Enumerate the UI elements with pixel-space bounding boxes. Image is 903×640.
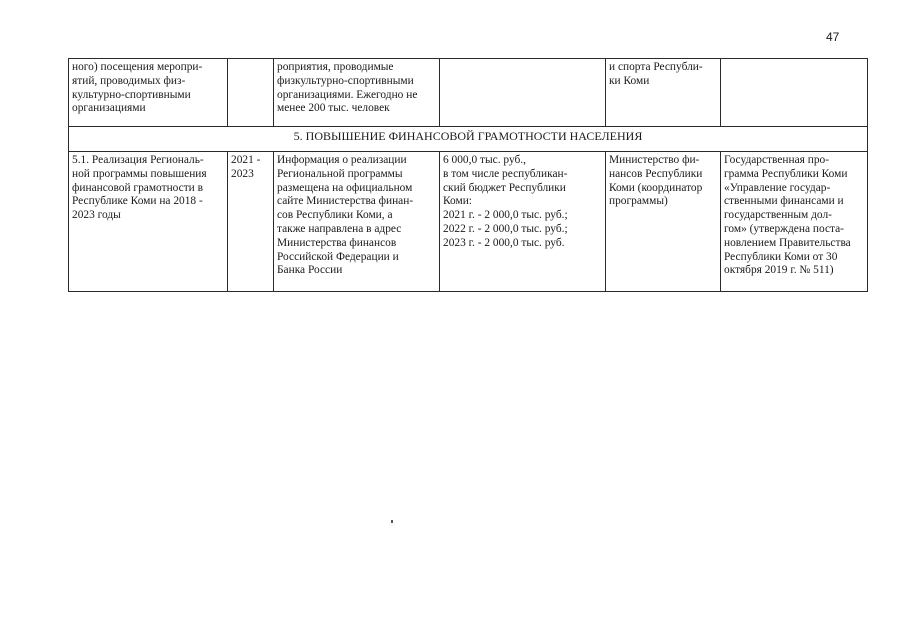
cell-measure-name: 5.1. Реализация Региональ- ной программы повышения финансовой грамотности в Республике Коми на 2018 - 2023 годы xyxy=(69,152,228,292)
section-heading: 5. ПОВЫШЕНИЕ ФИНАНСОВОЙ ГРАМОТНОСТИ НАСЕЛЕНИЯ xyxy=(69,127,868,152)
cell-term xyxy=(228,59,274,127)
table-row-continuation xyxy=(69,59,868,127)
cell-program xyxy=(721,59,868,127)
scan-speck xyxy=(391,520,393,523)
table-row xyxy=(69,152,868,292)
cell-program: Государственная про- грамма Республики Коми «Управление государ- ственными финансами и государственным дол- гом» (утверждена поста- новлением Правительства Республики Коми от 30 октября 2019 г. № 511) xyxy=(721,152,868,292)
cell-expected-result: роприятия, проводимые физкультурно-спортивными организациями. Ежегодно не менее 200 тыс. человек xyxy=(274,59,440,127)
section-row xyxy=(69,127,868,152)
measures-table xyxy=(68,58,868,292)
cell-responsible: Министерство фи- нансов Республики Коми (координатор программы) xyxy=(606,152,721,292)
cell-responsible: и спорта Республи- ки Коми xyxy=(606,59,721,127)
cell-funding xyxy=(440,59,606,127)
page-number: 47 xyxy=(826,30,840,44)
cell-funding: 6 000,0 тыс. руб., в том числе республикан- ский бюджет Республики Коми: 2021 г. - 2 000,0 тыс. руб.; 2022 г. - 2 000,0 тыс. руб.; 2023 г. - 2 000,0 тыс. руб. xyxy=(440,152,606,292)
cell-expected-result: Информация о реализации Региональной программы размещена на официальном сайте Министерства финан- сов Республики Коми, а также направлена в адрес Министерства финансов Российской Федерации и Банка России xyxy=(274,152,440,292)
cell-term: 2021 - 2023 xyxy=(228,152,274,292)
cell-measure-name: ного) посещения меропри- ятий, проводимых физ- культурно-спортивными организациями xyxy=(69,59,228,127)
